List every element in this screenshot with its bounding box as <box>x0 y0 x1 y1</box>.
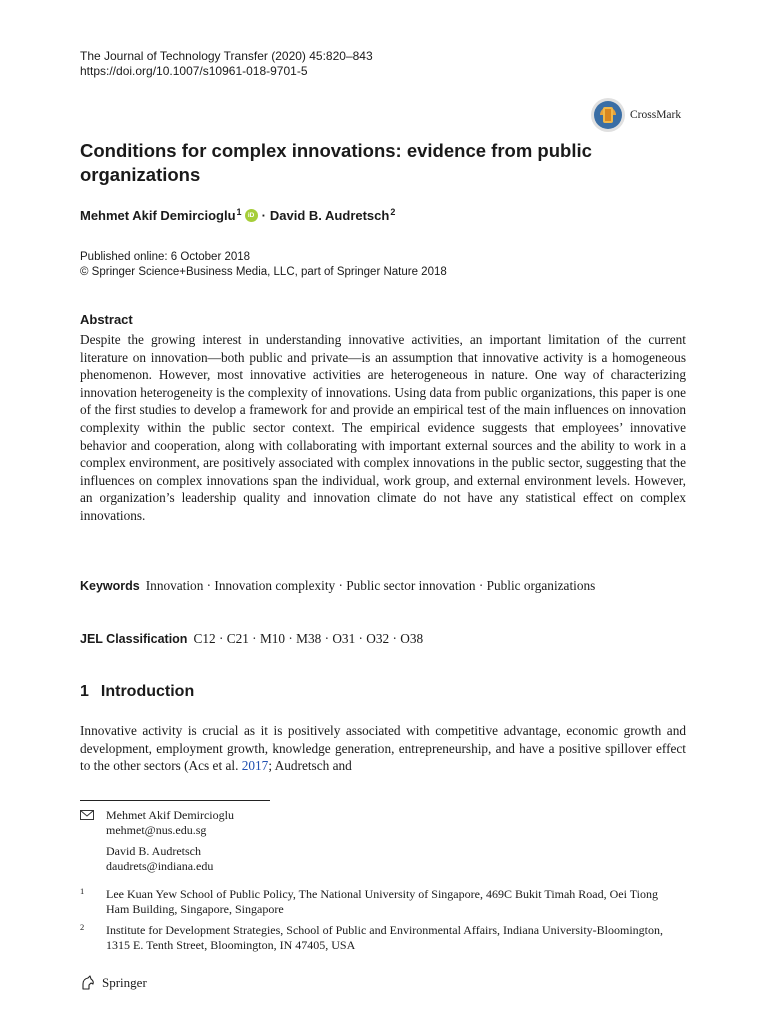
keywords-label: Keywords <box>80 579 140 593</box>
affiliation-2 <box>80 923 680 953</box>
publisher-footer <box>80 975 147 991</box>
author2-name: David B. Audretsch <box>106 844 201 858</box>
doi-link[interactable]: https://doi.org/10.1007/s10961-018-9701-5 <box>80 64 308 78</box>
author-affiliation-sup: 2 <box>390 207 396 217</box>
affiliation-text: Institute for Development Strategies, School of Public and Environmental Affairs, Indiana University-Bloomington, 1315 E. Tenth Street, Bloomington, IN 47405, USA <box>106 923 664 952</box>
jel-label: JEL Classification <box>80 632 188 646</box>
copyright-notice: © Springer Science+Business Media, LLC, part of Springer Nature 2018 <box>80 266 447 278</box>
corresponding-author <box>80 808 234 823</box>
author-separator: · <box>261 208 266 223</box>
section-title: Introduction <box>100 683 195 700</box>
crossmark-label: CrossMark <box>630 109 682 121</box>
abstract-heading: Abstract <box>80 312 133 327</box>
author2-email[interactable]: daudrets@indiana.edu <box>106 859 214 873</box>
springer-horse-icon <box>80 975 96 991</box>
author1-email[interactable]: mehmet@nus.edu.sg <box>106 823 207 837</box>
affiliation-1 <box>80 887 680 917</box>
keywords-text: Innovation · Innovation complexity · Public sector innovation · Public organizations <box>145 578 596 593</box>
jel-classification <box>80 630 423 649</box>
affiliation-number: 2 <box>80 922 85 932</box>
published-date: Published online: 6 October 2018 <box>80 251 251 263</box>
intro-text-start: Innovative activity is crucial as it is positively associated with competitive advantage, economic growth and development, employment growth, knowledge generation, entrepreneurship, and have a positive spillover effect to the other sectors (Acs et al. <box>80 723 686 774</box>
author-list <box>80 208 395 223</box>
jel-codes: C12 · C21 · M10 · M38 · O31 · O32 · O38 <box>193 631 424 646</box>
intro-text-mid: ; Audretsch and <box>268 758 352 774</box>
journal-citation: The Journal of Technology Transfer (2020) 45:820–843 <box>80 49 373 63</box>
introduction-text <box>80 722 686 775</box>
abstract-text: Despite the growing interest in understanding innovative activities, an important limitation of the current literature on innovation—both public and private—is an assumption that innovative activity is a homogeneous phenomenon. However, most innovative activities are heterogeneous in nature. One way of characterizing innovation heterogeneity is the complexity of innovations. Using data from public organizations, this paper is one of the first studies to develop a framework for and provide an empirical test of the main influences on innovation complexity within the public sector context. The empirical evidence suggests that employees’ innovative behavior and cooperation, along with collaborating with important external sources and the ability to work in a complex environment, are positively associated with complex innovations in the public sector, suggesting that the influences on complex innovations span the individual, work group, and external environment levels. However, an organization’s leadership quality and innovation climate do not have any statistical effect on complex innovations. <box>80 332 686 523</box>
author-name[interactable]: Mehmet Akif Demircioglu <box>80 208 236 223</box>
envelope-icon <box>80 810 94 820</box>
affiliation-number: 1 <box>80 886 85 896</box>
footnote-divider <box>80 800 270 801</box>
section-number: 1 <box>80 683 89 700</box>
author-affiliation-sup: 1 <box>236 207 242 217</box>
paper-title: Conditions for complex innovations: evidence from public organizations <box>80 140 592 185</box>
crossmark-badge[interactable] <box>590 96 700 134</box>
orcid-icon[interactable]: iD <box>245 209 258 222</box>
publisher-name: Springer <box>102 975 147 990</box>
affiliation-text: Lee Kuan Yew School of Public Policy, The National University of Singapore, 469C Bukit Timah Road, Oei Tiong Ham Building, Singapore, Singapore <box>106 887 658 916</box>
crossmark-icon <box>590 97 626 133</box>
author1-name: Mehmet Akif Demircioglu <box>106 808 234 822</box>
section-heading <box>80 683 194 701</box>
keywords <box>80 577 686 596</box>
citation-link[interactable]: 2017 <box>241 758 269 774</box>
author-name[interactable]: David B. Audretsch <box>269 208 390 223</box>
